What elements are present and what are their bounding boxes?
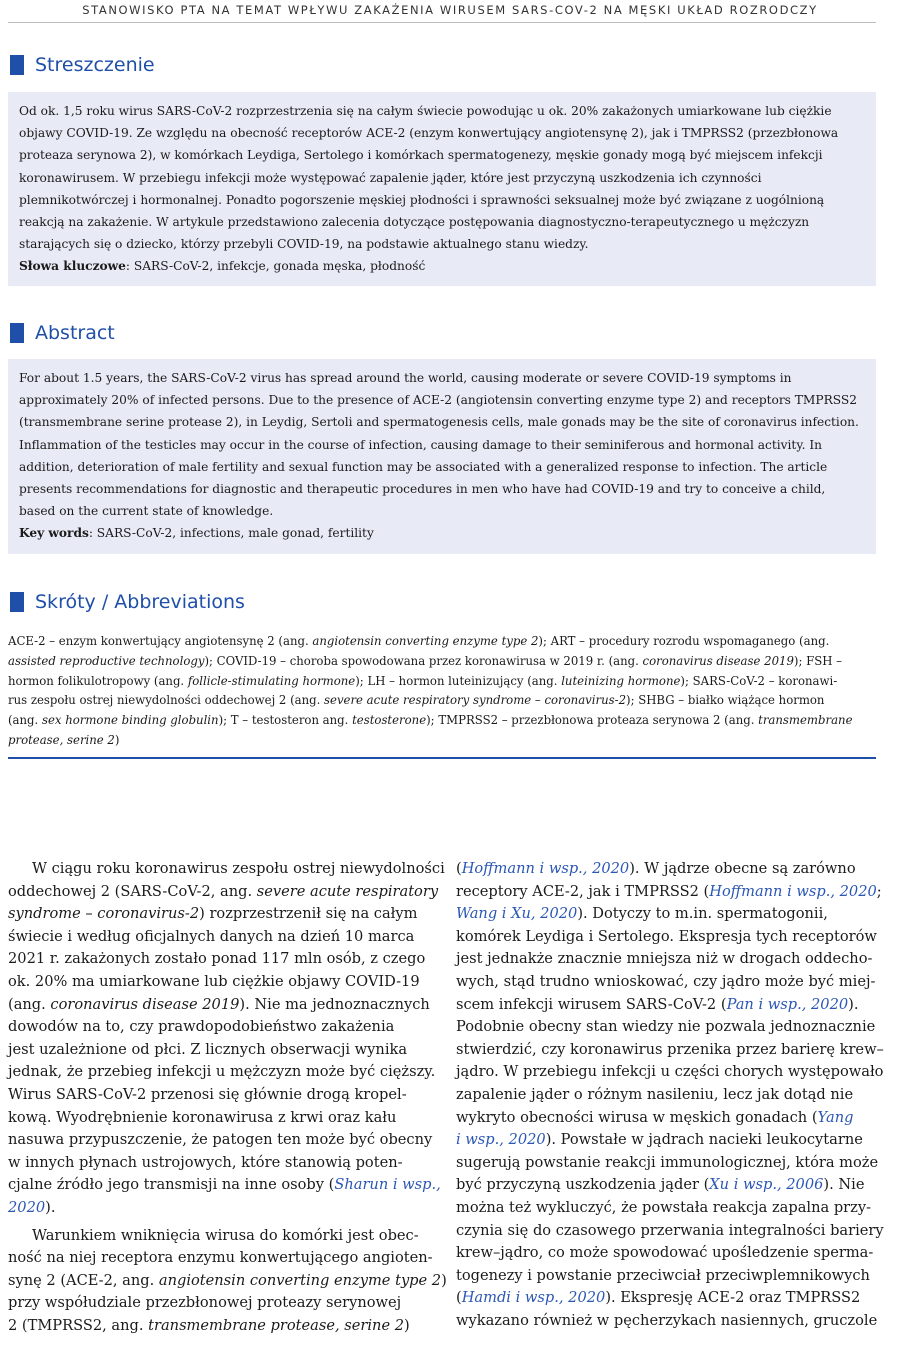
abbr-line: ACE-2 – enzym konwertujący angiotensynę 2 (ang. angiotensin converting enzyme type 2); ART – procedury rozrodu wspomaganego (ang. [8, 634, 830, 648]
body-line: 2021 r. zakażonych zostało ponad 117 mln osób, z czego [8, 950, 426, 968]
body-line: kową. Wyodrębnienie koronawirusa z krwi oraz kału [8, 1108, 397, 1126]
citation-link[interactable]: Yang [817, 1108, 854, 1126]
body-line: przy współudziale przezbłonowej proteazy serynowej [8, 1294, 402, 1312]
body-line: być przyczyną uszkodzenia jąder (Xu i wsp., 2006). Nie [456, 1176, 865, 1194]
citation-link[interactable]: Wang i Xu, 2020 [456, 905, 578, 923]
body-line: można też wykluczyć, że powstała reakcja zapalna przy- [456, 1198, 872, 1216]
abbreviations-list [8, 632, 876, 751]
abbr-line: rus zespołu ostrej niewydolności oddechowej 2 (ang. severe acute respiratory syndrome – coronavirus-2); SHBG – białko wiążące hormon [8, 693, 825, 708]
abstract-paragraph: For about 1.5 years, the SARS-CoV-2 virus has spread around the world, causing moderate or severe COVID-19 symptoms in approximately 20% of infected persons. Due to the presence of ACE-2 (angiotensin converting enzyme type 2) and receptors TMPRSS2 (transmembrane serine protease 2), in Leydig, Sertoli and spermatogenesis cells, male gonads may be the site of coronavirus infection. Inflammation of the testicles may occur in the course of infection, causing damage to their seminiferous and hormonal activity. In addition, deterioration of male fertility and sexual function may be associated with a generalized response to infection. The article presents recommendations for diagnostic and therapeutic procedures in men who have had COVID-19 and try to conceive a child, based on the current state of knowledge. [19, 371, 859, 519]
citation-link[interactable]: Xu i wsp., 2006 [709, 1176, 824, 1194]
citation-link[interactable]: Sharun i wsp., [334, 1176, 441, 1194]
abbr-line: hormon folikulotropowy (ang. follicle-stimulating hormone); LH – hormon luteinizujący (ang. luteinizing hormone); SARS-CoV-2 – koronawi- [8, 673, 838, 688]
section-title-abstract [10, 319, 115, 347]
body-line: sugerują powstanie reakcji immunologicznej, która może [456, 1153, 879, 1171]
abstract-keywords [19, 522, 865, 544]
keywords-text: : SARS-CoV-2, infekcje, gonada męska, płodność [125, 259, 426, 274]
section-title-text: Streszczenie [35, 54, 155, 76]
section-marker-icon [10, 323, 24, 343]
body-line: Wang i Xu, 2020). Dotyczy to m.in. spermatogonii, [456, 905, 828, 923]
body-line: Wirus SARS-CoV-2 przenosi się głównie drogą kropel- [8, 1085, 407, 1103]
streszczenie-keywords [19, 255, 865, 277]
section-marker-icon [10, 55, 24, 75]
body-line: togenezy i powstanie przeciwciał przeciwplemnikowych [456, 1266, 870, 1284]
abbreviations-rule [8, 757, 876, 759]
streszczenie-box [8, 92, 876, 286]
body-line: stwierdzić, czy koronawirus przenika przez barierę krew– [456, 1040, 884, 1058]
section-title-abbreviations [10, 588, 245, 616]
body-line: (ang. coronavirus disease 2019). Nie ma jednoznacznych [8, 995, 430, 1013]
running-header: STANOWISKO PTA NA TEMAT WPŁYWU ZAKAŻENIA WIRUSEM SARS-COV-2 NA MĘSKI UKŁAD ROZRODCZY [82, 3, 818, 17]
body-line: ność na niej receptora enzymu konwertującego angioten- [8, 1249, 433, 1267]
abbr-line: (ang. sex hormone binding globulin); T – testosteron ang. testosterone); TMPRSS2 – przezbłonowa proteaza serynowa 2 (ang. transmembrane [8, 713, 853, 728]
body-line: jądro. W przebiegu infekcji u części chorych występowało [456, 1063, 884, 1081]
abbr-line: assisted reproductive technology); COVID-19 – choroba spowodowana przez koronawirusa w 2019 r. (ang. coronavirus disease 2019); FSH – [8, 653, 842, 668]
body-line: i wsp., 2020). Powstałe w jądrach nacieki leukocytarne [456, 1131, 863, 1149]
body-line: 2020). [8, 1198, 56, 1216]
section-title-streszczenie [10, 51, 155, 79]
body-line: w innych płynach ustrojowych, które stanowią poten- [8, 1153, 403, 1171]
citation-link[interactable]: Hoffmann i wsp., 2020 [461, 860, 630, 877]
citation-link[interactable]: Pan i wsp., 2020 [726, 995, 849, 1013]
body-line: oddechowej 2 (SARS-CoV-2, ang. severe acute respiratory [8, 882, 439, 900]
abstract-box [8, 359, 876, 554]
section-title-text: Abstract [35, 322, 115, 344]
citation-link[interactable]: i wsp., 2020 [456, 1131, 546, 1149]
section-title-text: Skróty / Abbreviations [35, 591, 245, 613]
citation-link[interactable]: Hoffmann i wsp., 2020 [709, 882, 877, 900]
streszczenie-paragraph: Od ok. 1,5 roku wirus SARS-CoV-2 rozprzestrzenia się na całym świecie powodując u ok. 20% zakażonych umiarkowane lub ciężkie objawy COVID-19. Ze względu na obecność receptorów ACE-2 (enzym konwertujący angiotensynę 2), jak i TMPRSS2 (przezbłonowa proteaza serynowa 2), w komórkach Leydiga, Sertolego i komórkach spermatogenezy, męskie gonady mogą być miejscem infekcji koronawirusem. W przebiegu infekcji może występować zapalenie jąder, które jest przyczyną uszkodzenia ich czynności plemnikotwórczej i hormonalnej. Ponadto pogorszenie męskiej płodności i sprawności seksualnej może być związane z uogólnioną reakcją na zakażenie. W artykule przedstawiono zalecenia dotyczące postępowania diagnostyczno-terapeutycznego u mężczyzn starających się o dziecko, którzy przebyli COVID-19, na podstawie aktualnego stanu wiedzy. [19, 104, 839, 252]
citation-link[interactable]: 2020 [8, 1198, 46, 1216]
body-column-right [456, 858, 884, 1332]
keywords-text: : SARS-CoV-2, infections, male gonad, fertility [88, 526, 374, 541]
body-line: jednak, że przebieg infekcji u mężczyzn może być cięższy. [8, 1063, 436, 1081]
body-line: wych, stąd trudno wnioskować, czy jądro może być miej- [456, 972, 876, 990]
body-line: świecie i według oficjalnych danych na dzień 10 marca [8, 927, 415, 945]
body-line: synę 2 (ACE-2, ang. angiotensin converting enzyme type 2) [8, 1271, 447, 1289]
body-line: komórek Leydiga i Sertolego. Ekspresja tych receptorów [456, 927, 877, 945]
section-marker-icon [10, 592, 24, 612]
body-line: dowodów na to, czy prawdopodobieństwo zakażenia [8, 1018, 395, 1036]
body-line: Warunkiem wniknięcia wirusa do komórki jest obec- [32, 1226, 419, 1244]
body-line: czynia się do czasowego przerwania integralności bariery [456, 1221, 884, 1239]
body-line: Podobnie obecny stan wiedzy nie pozwala jednoznacznie [456, 1018, 876, 1036]
body-line: receptory ACE-2, jak i TMPRSS2 (Hoffmann i wsp., 2020; [456, 882, 882, 900]
body-line: ok. 20% ma umiarkowane lub ciężkie objawy COVID-19 [8, 972, 420, 990]
body-line: (Hamdi i wsp., 2020). Ekspresję ACE-2 oraz TMPRSS2 [456, 1289, 861, 1307]
body-line: W ciągu roku koronawirus zespołu ostrej niewydolności [32, 860, 445, 877]
body-column-left [8, 858, 447, 1337]
body-line: jest uzależnione od płci. Z licznych obserwacji wynika [8, 1040, 408, 1058]
header-rule [8, 22, 876, 23]
body-line: jest jednakże znacznie mniejsza niż w drogach oddecho- [456, 950, 873, 968]
abbr-line: protease, serine 2) [8, 732, 120, 747]
body-line: wykazano również w pęcherzykach nasiennych, gruczole [456, 1311, 878, 1329]
body-line: (Hoffmann i wsp., 2020). W jądrze obecne są zarówno [456, 860, 856, 877]
body-line: wykryto obecności wirusa w męskich gonadach (Yang [456, 1108, 854, 1126]
keywords-label: Key words [19, 526, 89, 541]
body-line: syndrome – coronavirus-2) rozprzestrzenił się na całym [8, 905, 418, 923]
body-line: zapalenie jąder o różnym nasileniu, lecz jak dotąd nie [456, 1085, 854, 1103]
citation-link[interactable]: Hamdi i wsp., 2020 [461, 1289, 606, 1307]
keywords-label: Słowa kluczowe [19, 259, 126, 274]
body-line: cjalne źródło jego transmisji na inne osoby (Sharun i wsp., [8, 1176, 441, 1194]
body-line: scem infekcji wirusem SARS-CoV-2 (Pan i wsp., 2020). [456, 995, 859, 1013]
body-line: 2 (TMPRSS2, ang. transmembrane protease, serine 2) [8, 1316, 410, 1334]
body-line: nasuwa przypuszczenie, że patogen ten może być obecny [8, 1131, 433, 1149]
body-line: krew–jądro, co może spowodować upośledzenie sperma- [456, 1244, 874, 1262]
